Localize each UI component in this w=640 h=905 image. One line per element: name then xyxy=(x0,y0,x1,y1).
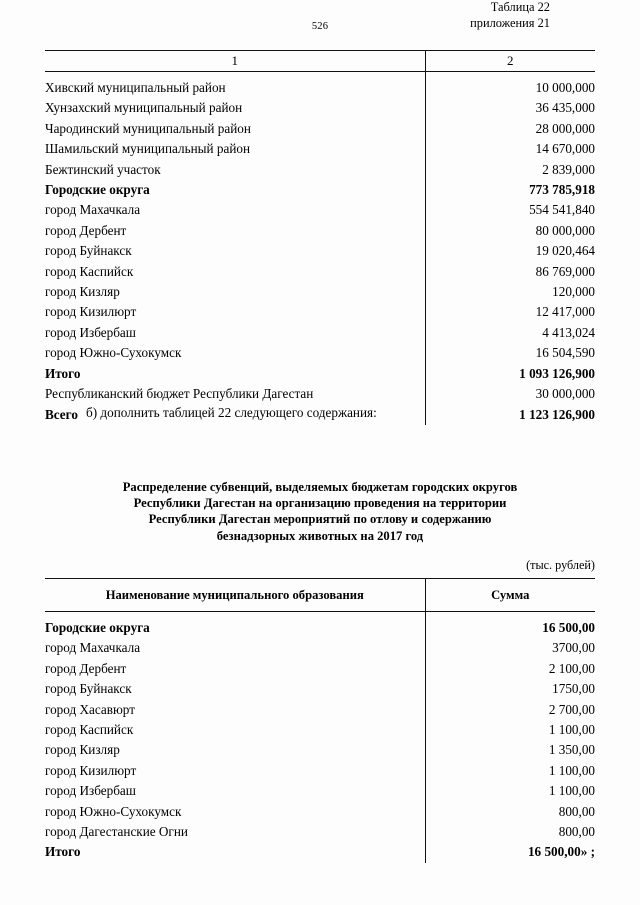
row-name: Городские округа xyxy=(45,620,150,635)
row-name: город Махачкала xyxy=(45,640,141,656)
table-row xyxy=(45,323,595,343)
table-reference-line-1: Таблица 22 xyxy=(490,0,550,14)
row-value: 3700,00 xyxy=(425,638,595,658)
row-value: 800,00 xyxy=(425,822,595,842)
table-row xyxy=(45,842,595,862)
row-name: город Дагестанские Огни xyxy=(45,824,188,840)
row-name: Чародинский муниципальный район xyxy=(45,120,251,136)
table-row xyxy=(45,618,595,638)
row-value: 800,00 xyxy=(425,802,595,822)
row-value: 30 000,000 xyxy=(425,384,595,404)
row-name: Хивский муниципальный район xyxy=(45,80,226,95)
row-value: 16 500,00» ; xyxy=(425,842,595,862)
table-row xyxy=(45,98,595,118)
row-name: город Южно-Сухокумск xyxy=(45,345,182,361)
table-one-body xyxy=(45,72,595,425)
row-value: 28 000,000 xyxy=(425,119,595,139)
table-row xyxy=(45,282,595,302)
row-value: 773 785,918 xyxy=(425,180,595,200)
row-value: 2 100,00 xyxy=(425,659,595,679)
row-name: город Кизляр xyxy=(45,742,120,758)
row-name: Республиканский бюджет Республики Дагестан xyxy=(45,386,314,402)
table-row xyxy=(45,221,595,241)
table-title-line-2: Республики Дагестан на организацию проведения на территории xyxy=(133,496,507,511)
table-row xyxy=(45,119,595,139)
table-row xyxy=(45,659,595,679)
table-two-body xyxy=(45,612,595,863)
row-value: 14 670,000 xyxy=(425,139,595,159)
table-title xyxy=(45,479,595,544)
row-value: 4 413,024 xyxy=(425,323,595,343)
table-one-col-header-1: 1 xyxy=(45,51,425,72)
row-name: Хунзахский муниципальный район xyxy=(45,100,243,116)
row-value: 1 093 126,900 xyxy=(425,364,595,384)
row-value: 19 020,464 xyxy=(425,241,595,261)
table-row xyxy=(45,761,595,781)
row-name: город Каспийск xyxy=(45,722,134,738)
units-note: (тыс. рублей) xyxy=(526,558,595,572)
table-row xyxy=(45,638,595,658)
row-value: 1 350,00 xyxy=(425,740,595,760)
row-value: 1 100,00 xyxy=(425,761,595,781)
table-title-line-4: безнадзорных животных на 2017 год xyxy=(216,528,424,543)
row-name: город Каспийск xyxy=(45,263,134,279)
row-name: Городские округа xyxy=(45,182,150,198)
table-row xyxy=(45,364,595,384)
table-row xyxy=(45,700,595,720)
table-row xyxy=(45,180,595,200)
table-one-head xyxy=(45,51,595,72)
row-name: город Избербаш xyxy=(45,324,136,340)
table-one-header-row xyxy=(45,51,595,72)
row-value: 2 700,00 xyxy=(425,700,595,720)
table-row xyxy=(45,343,595,363)
table-row xyxy=(45,384,595,404)
row-value: 120,000 xyxy=(425,282,595,302)
table-two-col-header-sum: Сумма xyxy=(425,579,595,612)
row-name: город Кизляр xyxy=(45,284,120,300)
row-name: город Южно-Сухокумск xyxy=(45,803,182,819)
subventions-table-continued xyxy=(45,50,595,425)
table-row xyxy=(45,139,595,159)
row-name: город Кизилюрт xyxy=(45,304,137,320)
row-value: 12 417,000 xyxy=(425,302,595,322)
row-name: Итого xyxy=(45,365,81,381)
row-name: Бежтинский участок xyxy=(45,161,161,177)
table-row xyxy=(45,822,595,842)
row-name: город Буйнакск xyxy=(45,681,132,697)
row-value: 80 000,000 xyxy=(425,221,595,241)
table-row xyxy=(45,262,595,282)
table-row xyxy=(45,679,595,699)
table-row xyxy=(45,802,595,822)
page-number: 526 xyxy=(311,21,329,32)
row-name: город Хасавюрт xyxy=(45,701,135,717)
row-name: город Буйнакск xyxy=(45,243,132,259)
table-row xyxy=(45,781,595,801)
row-name: Шамильский муниципальный район xyxy=(45,141,251,157)
row-name: Итого xyxy=(45,844,81,860)
row-value: 2 839,000 xyxy=(425,160,595,180)
row-value: 1 123 126,900 xyxy=(425,405,595,425)
table-two-col-header-name: Наименование муниципального образования xyxy=(45,579,425,612)
row-value: 16 500,00 xyxy=(425,618,595,638)
clause-paragraph: б) дополнить таблицей 22 следующего содержания: xyxy=(86,405,377,420)
row-value: 10 000,000 xyxy=(425,78,595,98)
row-name: город Дербент xyxy=(45,660,127,676)
table-row xyxy=(45,740,595,760)
table-row xyxy=(45,241,595,261)
row-name: город Избербаш xyxy=(45,783,136,799)
row-value: 1750,00 xyxy=(425,679,595,699)
table-one-col-header-2: 2 xyxy=(425,51,595,72)
table-two-header-row xyxy=(45,579,595,612)
table-two-head xyxy=(45,579,595,612)
stray-animals-subventions-table xyxy=(45,578,595,863)
row-value: 1 100,00 xyxy=(425,720,595,740)
table-row xyxy=(45,720,595,740)
row-name: город Махачкала xyxy=(45,202,141,218)
table-reference-line-2: приложения 21 xyxy=(470,15,550,30)
table-row xyxy=(45,160,595,180)
row-value: 1 100,00 xyxy=(425,781,595,801)
row-name: город Кизилюрт xyxy=(45,762,137,778)
row-value: 36 435,000 xyxy=(425,98,595,118)
table-row xyxy=(45,200,595,220)
row-value: 86 769,000 xyxy=(425,262,595,282)
table-row xyxy=(45,78,595,98)
row-name: Всего xyxy=(45,406,78,422)
table-row xyxy=(45,302,595,322)
row-name: город Дербент xyxy=(45,222,127,238)
row-value: 16 504,590 xyxy=(425,343,595,363)
table-title-line-1: Распределение субвенций, выделяемых бюджетам городских округов xyxy=(122,480,518,494)
row-value: 554 541,840 xyxy=(425,200,595,220)
table-title-line-3: Республики Дагестан мероприятий по отлову и содержанию xyxy=(148,512,492,527)
